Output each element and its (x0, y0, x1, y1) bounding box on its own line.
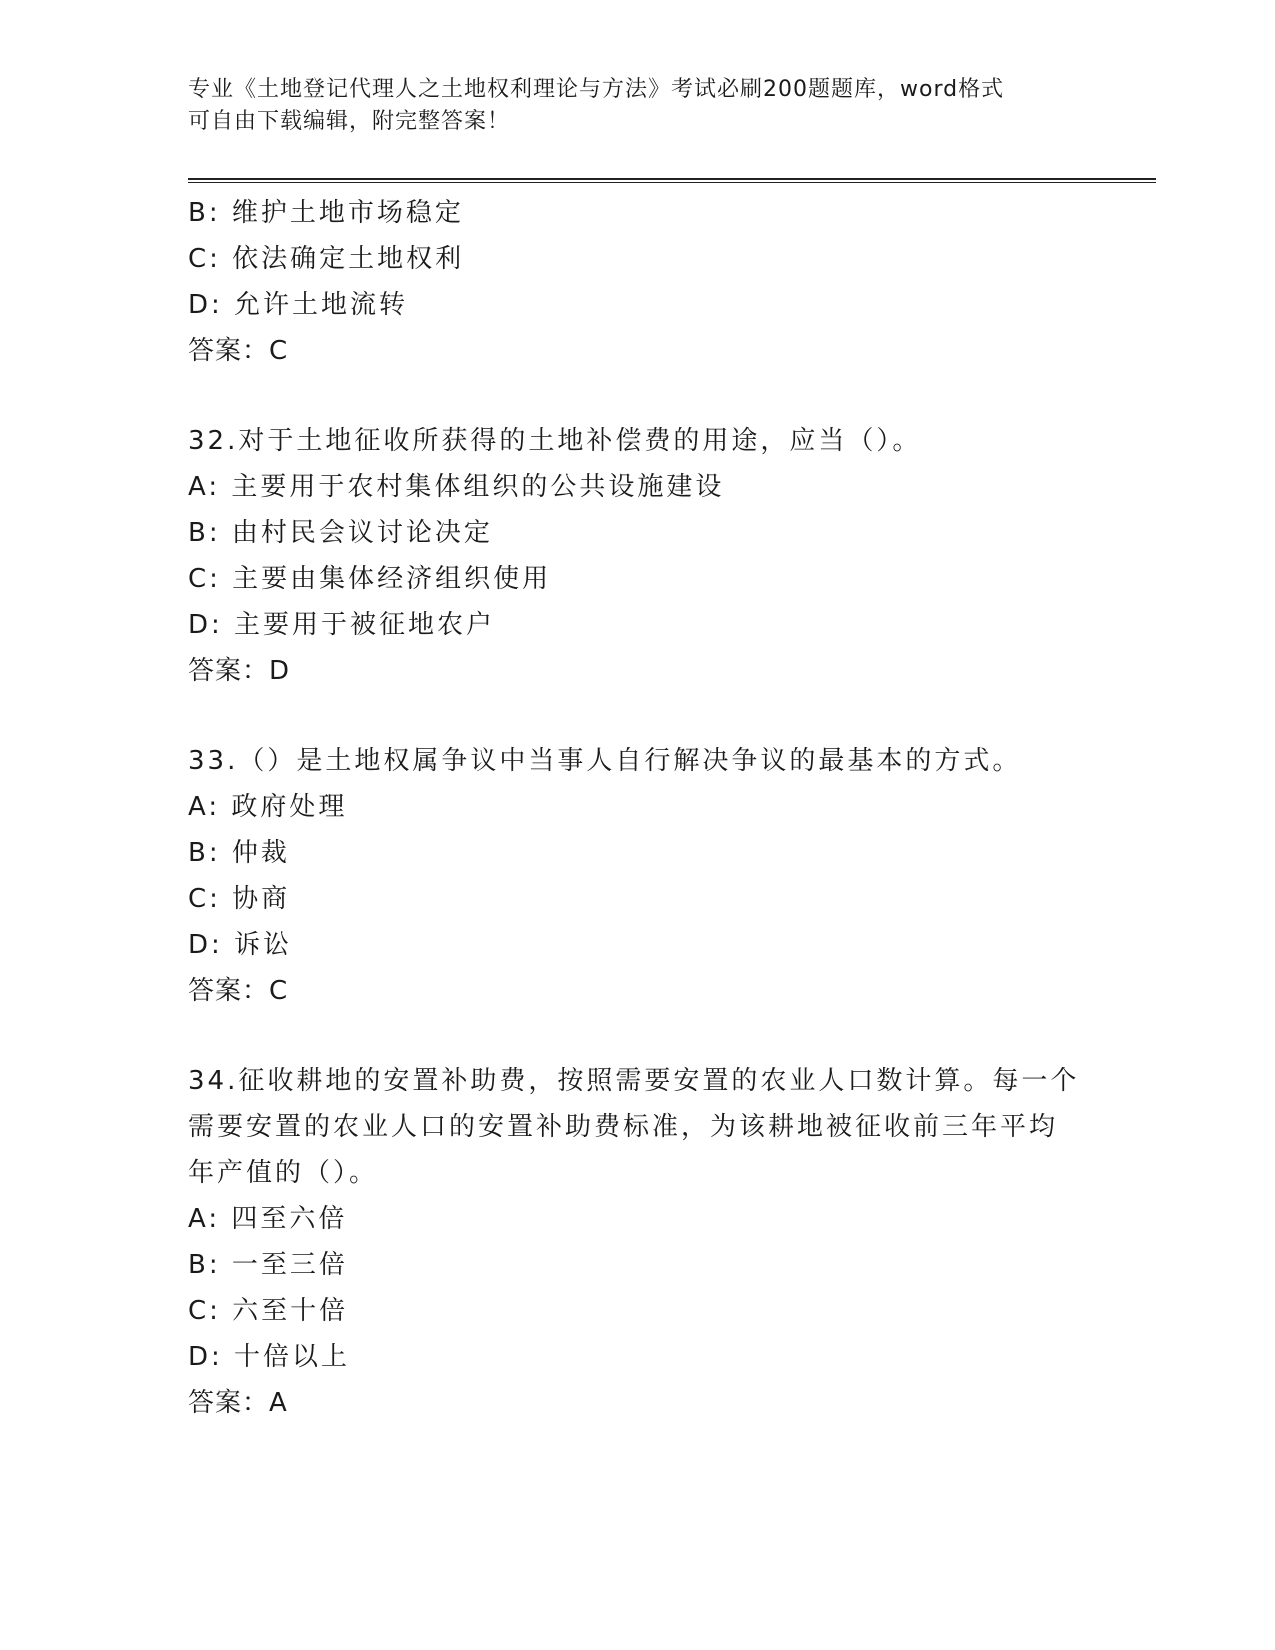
option-d: D: 诉讼 (188, 930, 293, 960)
option-b: B: 一至三倍 (188, 1250, 348, 1280)
page-header (188, 74, 1088, 138)
spacer (188, 1014, 1088, 1058)
header-title-line-2: 可自由下载编辑，附完整答案！ (188, 109, 511, 134)
question-stem: 33.（）是土地权属争议中当事人自行解决争议的最基本的方式。 (188, 746, 1022, 776)
question-stem-line-2: 需要安置的农业人口的安置补助费标准，为该耕地被征收前三年平均 (188, 1112, 1059, 1142)
option-b: B: 仲裁 (188, 838, 290, 868)
header-divider (188, 178, 1156, 183)
option-a: A: 政府处理 (188, 792, 348, 822)
question-list (188, 190, 1088, 1426)
option-a: A: 四至六倍 (188, 1204, 348, 1234)
option-c: C: 协商 (188, 884, 291, 914)
question-stem: 32.对于土地征收所获得的土地补偿费的用途，应当（）。 (188, 426, 922, 456)
header-title-line-1: 专业《土地登记代理人之土地权利理论与方法》考试必刷200题题库，word格式 (188, 77, 1005, 102)
question-34 (188, 1058, 1088, 1426)
option-d: D: 允许土地流转 (188, 290, 409, 320)
answer-line: 答案：C (188, 976, 289, 1006)
spacer (188, 694, 1088, 738)
answer-line: 答案：A (188, 1388, 288, 1418)
option-c: C: 六至十倍 (188, 1296, 349, 1326)
option-d: D: 主要用于被征地农户 (188, 610, 496, 640)
question-stem-line-1: 34.征收耕地的安置补助费，按照需要安置的农业人口数计算。每一个 (188, 1066, 1080, 1096)
question-stem-line-3: 年产值的（）。 (188, 1158, 379, 1188)
answer-line: 答案：C (188, 336, 289, 366)
question-32 (188, 418, 1088, 694)
option-b: B: 由村民会议讨论决定 (188, 518, 493, 548)
option-d: D: 十倍以上 (188, 1342, 351, 1372)
option-b: B: 维护土地市场稳定 (188, 198, 464, 228)
question-33 (188, 738, 1088, 1014)
option-a: A: 主要用于农村集体组织的公共设施建设 (188, 472, 725, 502)
option-c: C: 主要由集体经济组织使用 (188, 564, 552, 594)
question-31-continued (188, 190, 1088, 374)
option-c: C: 依法确定土地权利 (188, 244, 465, 274)
answer-line: 答案：D (188, 656, 291, 686)
spacer (188, 374, 1088, 418)
